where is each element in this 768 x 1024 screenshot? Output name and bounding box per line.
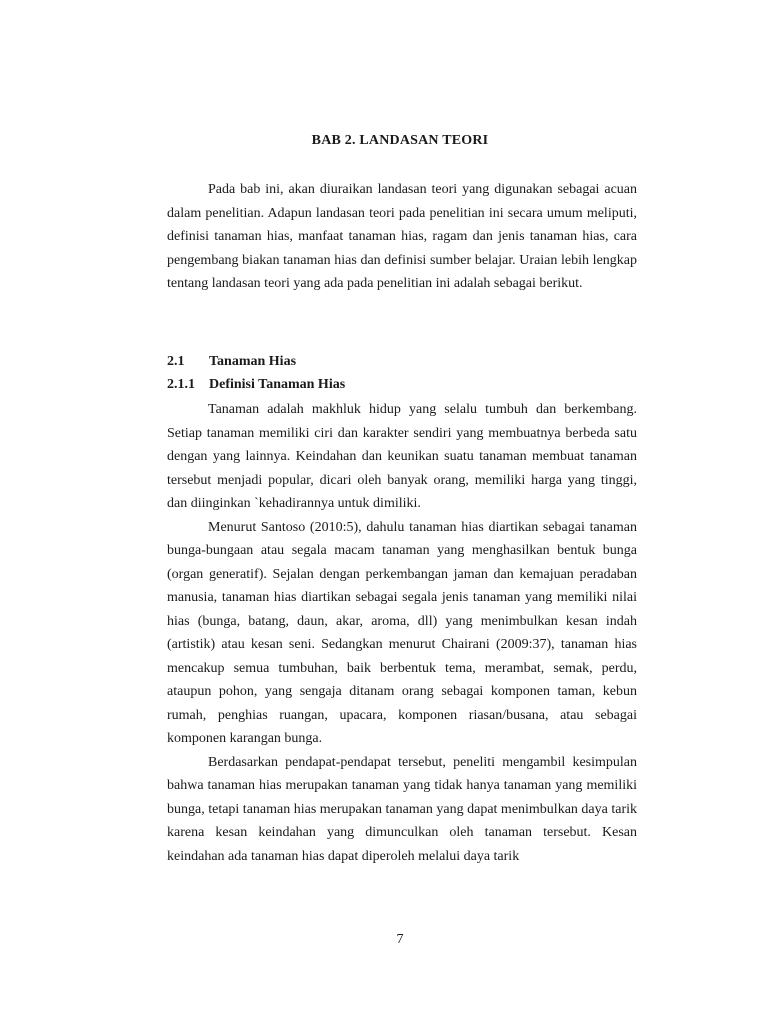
- body-paragraph: Berdasarkan pendapat-pendapat tersebut, peneliti mengambil kesimpulan bahwa tanaman hias merupakan tanaman yang tidak hanya tanaman yang memiliki bunga, tetapi tanaman hias merupakan tanaman yang dapat menimbulkan daya tarik karena kesan keindahan yang dimunculkan oleh tanaman tersebut. Kesan keindahan ada tanaman hias dapat diperoleh melalui daya tarik: [167, 754, 637, 864]
- intro-section: [167, 178, 637, 296]
- chapter-title: BAB 2. LANDASAN TEORI: [311, 133, 489, 148]
- section-heading-2-1: [167, 350, 296, 374]
- subsection-number: 2.1.1: [167, 377, 195, 392]
- body-section: [167, 398, 637, 868]
- body-paragraph: Tanaman adalah makhluk hidup yang selalu tumbuh dan berkembang. Setiap tanaman memiliki ciri dan karakter sendiri yang membuatnya berbeda satu dengan yang lainnya. Keindahan dan keunikan suatu tanaman membuat tanaman tersebut menjadi popular, dicari oleh banyak orang, memiliki harga yang tinggi, dan diinginkan `kehadirannya untuk dimiliki.: [167, 402, 637, 511]
- subsection-heading-2-1-1: [167, 373, 345, 397]
- section-title: Tanaman Hias: [209, 354, 297, 369]
- section-number: 2.1: [167, 354, 185, 369]
- page-number: 7: [396, 932, 404, 947]
- body-paragraph: Menurut Santoso (2010:5), dahulu tanaman hias diartikan sebagai tanaman bunga-bungaan atau segala macam tanaman yang menghasilkan bentuk bunga (organ generatif). Sejalan dengan perkembangan jaman dan kemajuan peradaban manusia, tanaman hias diartikan sebagai segala jenis tanaman yang memiliki nilai hias (bunga, batang, daun, akar, aroma, dll) yang menimbulkan kesan indah (artistik) atau kesan seni. Sedangkan menurut Chairani (2009:37), tanaman hias mencakup semua tumbuhan, baik berbentuk tema, merambat, semak, perdu, ataupun pohon, yang sengaja ditanam orang sebagai komponen taman, kebun rumah, penghias ruangan, upacara, komponen riasan/busana, atau sebagai komponen karangan bunga.: [167, 519, 637, 746]
- intro-paragraph: Pada bab ini, akan diuraikan landasan teori yang digunakan sebagai acuan dalam penelitian. Adapun landasan teori pada penelitian ini secara umum meliputi, definisi tanaman hias, manfaat tanaman hias, ragam dan jenis tanaman hias, cara pengembang biakan tanaman hias dan definisi sumber belajar. Uraian lebih lengkap tentang landasan teori yang ada pada penelitian ini adalah sebagai berikut.: [167, 182, 637, 291]
- subsection-title: Definisi Tanaman Hias: [209, 377, 346, 392]
